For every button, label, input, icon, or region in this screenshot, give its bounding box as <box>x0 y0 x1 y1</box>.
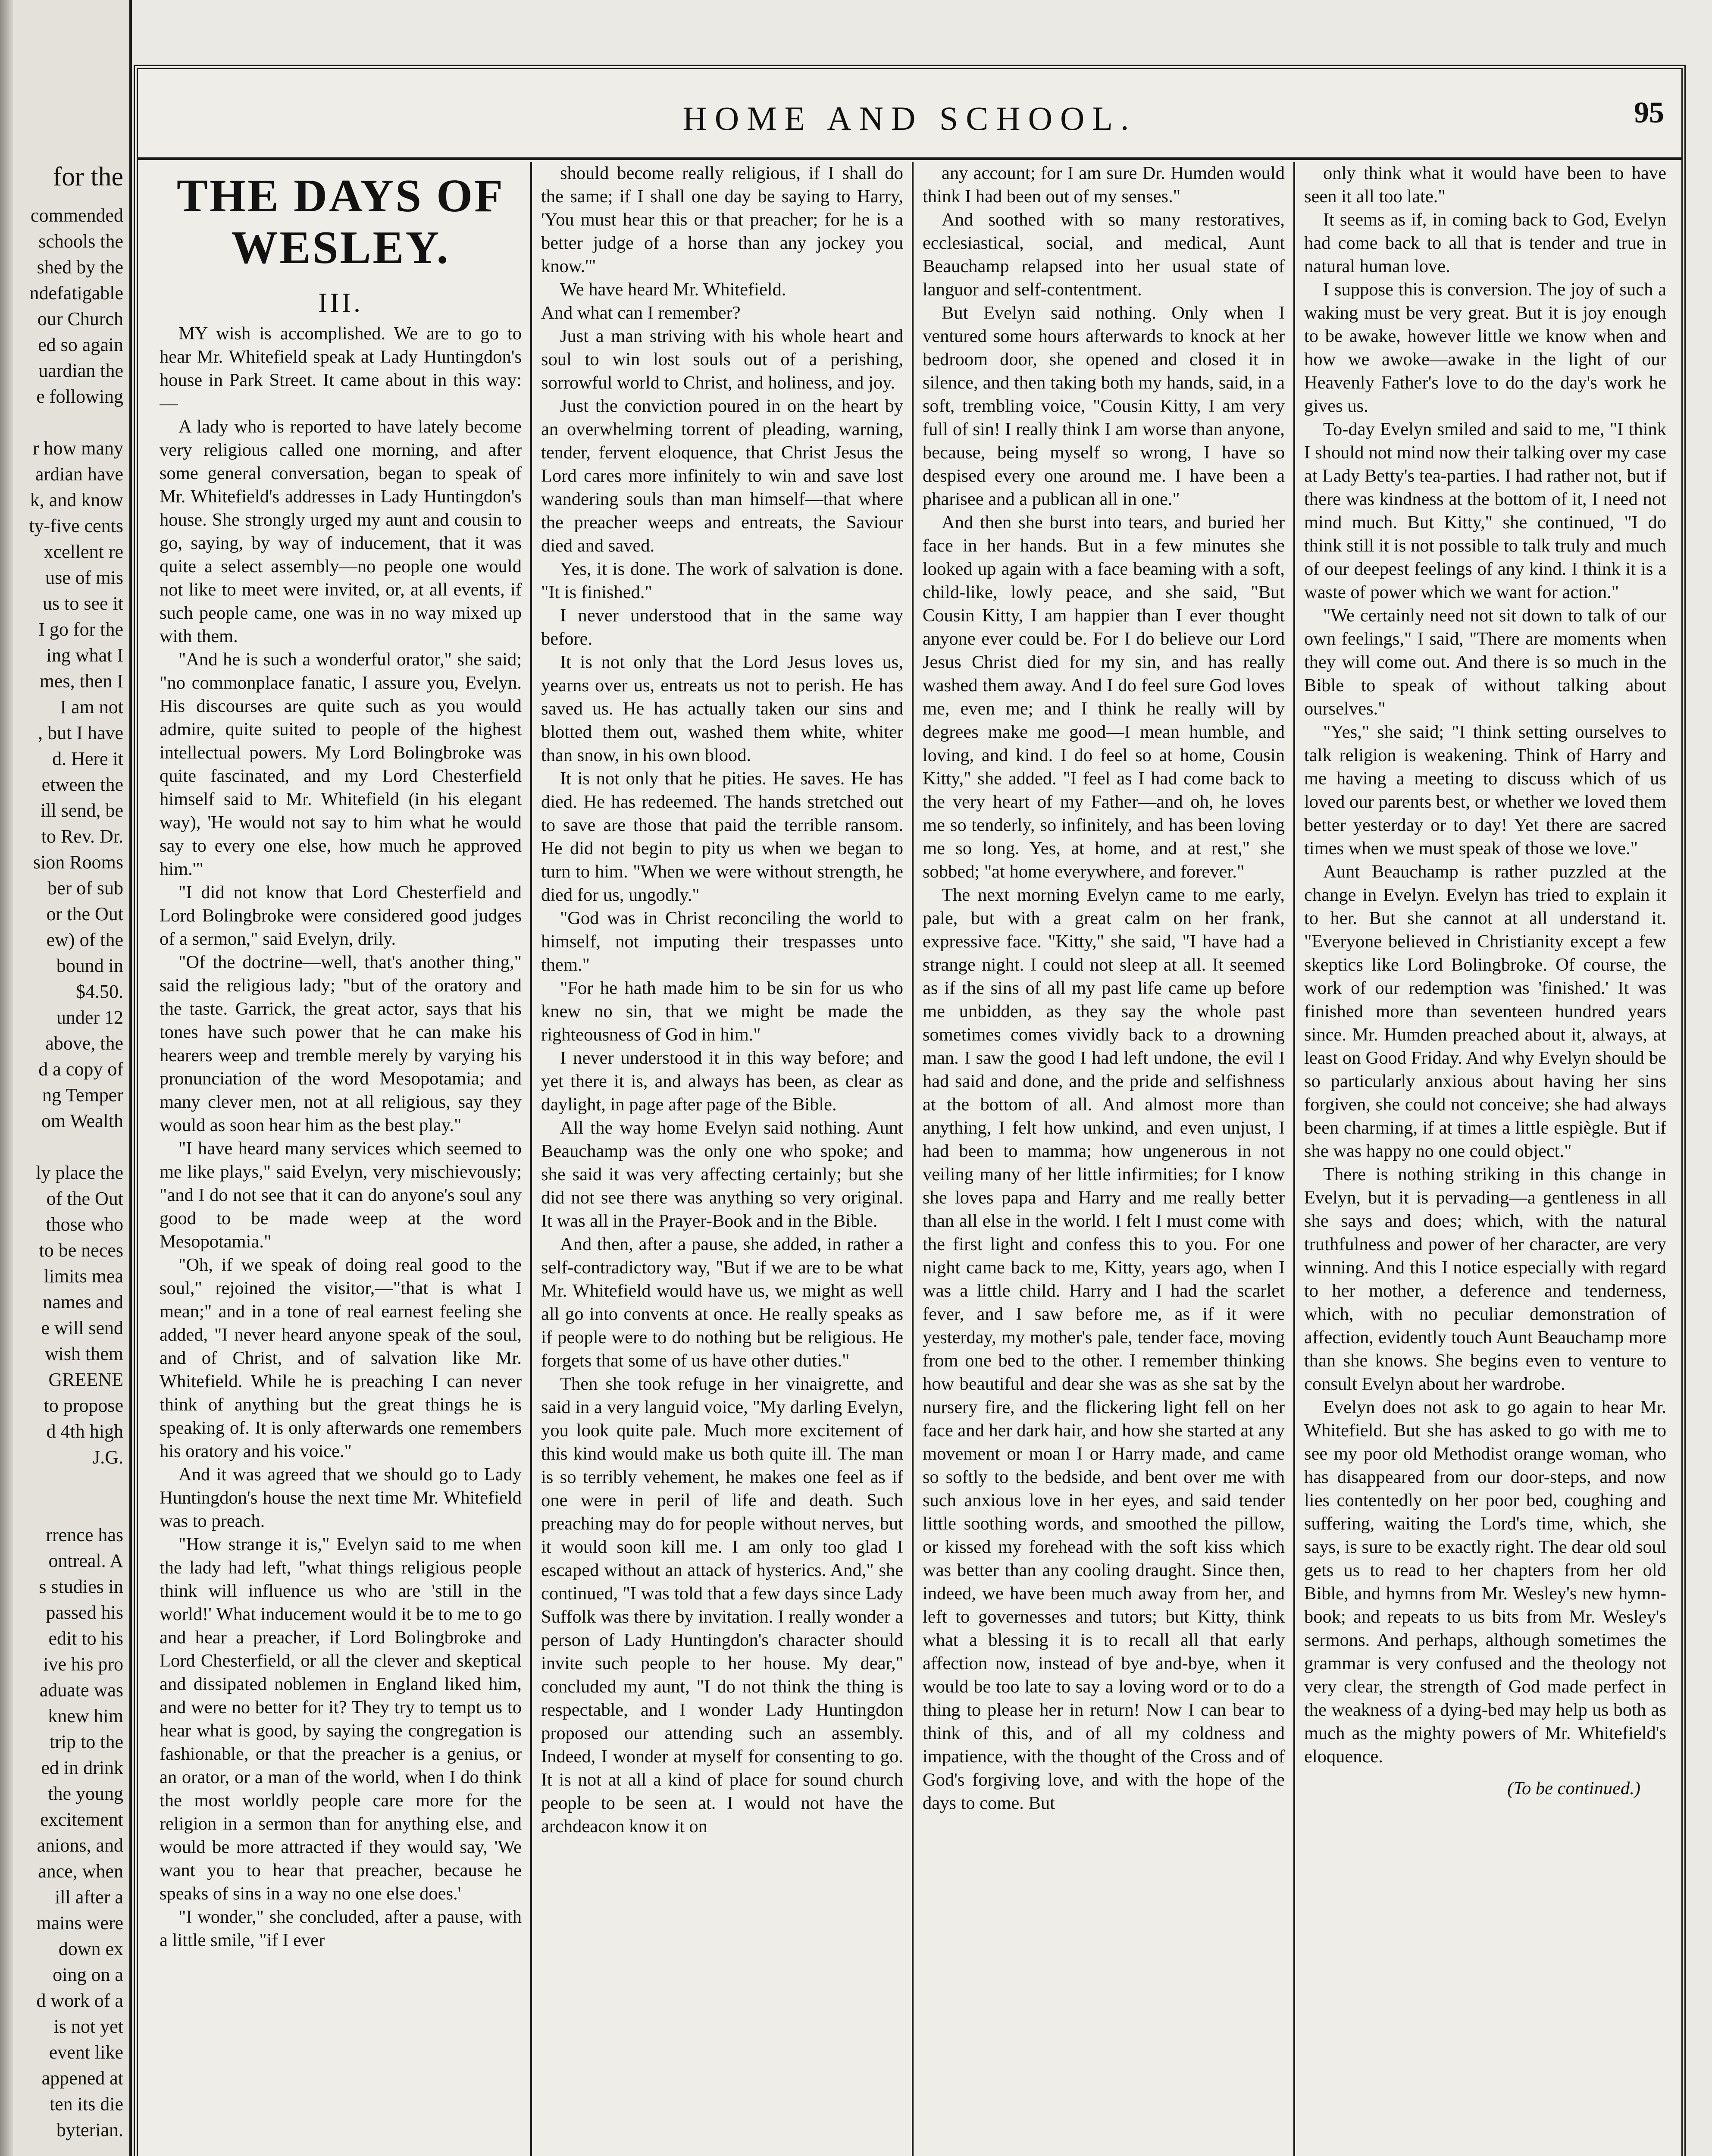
facing-page-line: passed his <box>46 1602 123 1623</box>
column-rule <box>1293 162 1295 2156</box>
to-be-continued-note: (To be continued.) <box>1507 1778 1640 1799</box>
facing-page-line: ten its die <box>49 2093 123 2115</box>
facing-page-line: ill after a <box>55 1887 123 1908</box>
facing-page-line: to propose <box>44 1395 123 1416</box>
running-title: HOME AND SCHOOL. <box>682 100 1137 137</box>
facing-page-line: names and <box>43 1291 123 1313</box>
paragraph: only think what it would have been to have seen it all too late." <box>1304 163 1666 207</box>
paragraph: "And he is such a wonderful orator," she said; "no commonplace fanatic, I assure you, Evelyn. His discourses are quite such as you would admire, quite suited to people of the highest intellectual powers. My Lord Bolingbroke was quite fascinated, and my Lord Chesterfield himself said to Mr. Whitefield (in his elegant way), 'He would not say to him what he would say to every one else, how much he approved him.'" <box>160 649 522 879</box>
facing-page-text <box>16 164 123 2143</box>
facing-page-line: xcellent re <box>44 541 123 562</box>
paragraph: "We certainly need not sit down to talk of our own feelings," I said, "There are moments when they will come out. And there is so much in the Bible to speak of without talking about ourselves." <box>1304 605 1666 719</box>
facing-page-line <box>16 1496 123 1522</box>
paragraph: We have heard Mr. Whitefield. <box>560 279 786 300</box>
facing-page-line: aduate was <box>39 1680 123 1701</box>
facing-page-line: shed by the <box>37 257 123 278</box>
paragraph: Just a man striving with his whole heart and soul to win lost souls out of a perishing, sorrowful world to Christ, and holiness, and joy. <box>541 326 903 393</box>
newspaper-page <box>134 65 1686 2156</box>
facing-page-line: etween the <box>41 774 123 795</box>
facing-page-line: excitement <box>40 1809 123 1830</box>
facing-page-line: mains were <box>36 1912 123 1934</box>
paragraph: There is nothing striking in this change in Evelyn, but it is pervading—a gentleness in all she says and does; which, with the natural truthfulness and power of her character, are very winning. And this I notice especially with regard to her mother, a deference and tenderness, which, with no peculiar demonstration of affection, evidently touch Aunt Beauchamp more than she knows. She begins even to venture to consult Evelyn about her wardrobe. <box>1304 1164 1666 1394</box>
facing-page-line: to be neces <box>39 1240 123 1261</box>
paragraph: "I wonder," she concluded, after a pause, with a little smile, "if I ever <box>160 1907 522 1950</box>
facing-page-line: our Church <box>37 308 123 329</box>
paragraph: It is not only that he pities. He saves. He has died. He has redeemed. The hands stretched out to save are those that paid the terrible ransom. He did not begin to pity us when we began to turn to him. "When we were without strength, he died for us, ungodly." <box>541 768 903 905</box>
facing-page-line: commended <box>30 205 123 226</box>
article-column-3 <box>923 162 1285 2156</box>
facing-page-line: d a copy of <box>38 1059 123 1080</box>
paragraph: Yes, it is done. The work of salvation is done. "It is finished." <box>541 559 903 602</box>
paragraph: It is not only that the Lord Jesus loves us, yearns over us, entreats us not to perish. He has saved us. He has actually taken our sins and blotted them out, washed them white, whiter than snow, in his own blood. <box>541 652 903 765</box>
facing-page-line: , but I have <box>38 722 123 743</box>
paragraph: All the way home Evelyn said nothing. Aunt Beauchamp was the only one who spoke; and she said it was very affecting certainly; but she did not see there was anything so very original. It was all in the Prayer-Book and in the Bible. <box>541 1118 903 1231</box>
facing-page-line: ty-five cents <box>29 515 123 536</box>
paragraph: A lady who is reported to have lately become very religious called one morning, and after some general conversation, began to speak of Mr. Whitefield's addresses in Lady Huntingdon's house. She strongly urged my aunt and cousin to go, saying, by way of inducement, that it was quite a select assembly—no people one would not like to meet were invited, or, at all events, if such people came, one was in no way mixed up with them. <box>160 417 522 646</box>
facing-page-line: d work of a <box>36 1990 123 2011</box>
paragraph: Evelyn does not ask to go again to hear Mr. Whitefield. But she has asked to go with me to see my poor old Methodist orange woman, who has disappeared from our door-steps, and now lies contentedly on her poor bed, coughing and suffering, waiting the Lord's time, which, she says, is sure to be exactly right. The dear old soul gets us to read to her chapters from her old Bible, and hymns from Mr. Wesley's new hymn-book; and repeats to us bits from Mr. Wesley's sermons. And perhaps, although sometimes the grammar is very confused and the theology not very clear, the strength of God made perfect in the weakness of a dying-bed may help us both as much as the mighty powers of Mr. Whitefield's eloquence. <box>1304 1397 1666 1767</box>
facing-page-line: anions, and <box>37 1835 123 1856</box>
facing-page-line: ance, when <box>38 1861 123 1882</box>
facing-page-line: GREENE <box>48 1369 123 1390</box>
facing-page-line: above, the <box>45 1033 123 1054</box>
paragraph: I never understood that in the same way before. <box>541 605 903 649</box>
facing-page-line: ng Temper <box>42 1084 123 1106</box>
facing-page-line: ew) of the <box>46 929 123 950</box>
paragraph: "Of the doctrine—well, that's another thing," said the religious lady; "but of the oratory and the taste. Garrick, the great actor, says that his tones have such power that he can make his hearers weep and tremble merely by varying his pronunciation of the word Mesopotamia; and many clever men, not at all religious, say they would as soon hear him as the best play." <box>160 952 522 1135</box>
paragraph: And then she burst into tears, and buried her face in her hands. But in a few minutes she looked up again with a face beaming with a soft, child-like, lowly peace, and she said, "But Cousin Kitty, I am happier than I ever thought anyone ever could be. For I do believe our Lord Jesus Christ died for my sin, and has really washed them away. And I do feel sure God loves me, even me; and I think he really will by degrees make me good—I mean humble, and loving, and kind. I do feel so at home, Cousin Kitty," she added. "I feel as I had come back to the very heart of my Father—and oh, he loves me so tenderly, so infinitely, and has been loving me so long. Yes, at home, and at rest," she sobbed; "at home everywhere, and forever." <box>923 512 1285 882</box>
paragraph: "God was in Christ reconciling the world to himself, not imputing their trespasses unto them." <box>541 908 903 975</box>
facing-page-line: to Rev. Dr. <box>41 826 123 847</box>
facing-page-line <box>16 1134 123 1160</box>
facing-page-line: ly place the <box>36 1162 123 1183</box>
paragraph: "I have heard many services which seemed to me like plays," said Evelyn, very mischievously; "and I do not see that it can do anyone's soul any good to be made weep at the word Mesopotamia." <box>160 1138 522 1252</box>
facing-page-line: of the Out <box>46 1188 123 1209</box>
facing-page-line: J.G. <box>93 1447 123 1468</box>
paragraph: "I did not know that Lord Chesterfield and Lord Bolingbroke were considered good judges of a sermon," said Evelyn, drily. <box>160 882 522 949</box>
chapter-numeral: III. <box>318 287 363 318</box>
facing-page-line: r how many <box>32 438 123 459</box>
facing-page-line: byterian. <box>56 2119 123 2140</box>
paragraph: Aunt Beauchamp is rather puzzled at the change in Evelyn. Evelyn has tried to explain it to her. But she cannot at all understand it. "Everyone believed in Christianity except a few skeptics like Lord Bolingbroke. Of course, the work of our redemption was 'finished.' It was finished more than seventeen hundred years since. Mr. Humden preached about it, always, at least on Good Friday. And why Evelyn should be so particularly anxious about having her sins forgiven, she could not conceive; she had always been charming, if at times a little espiègle. But if she was happy no one could object." <box>1304 862 1666 1161</box>
facing-page-line: d. Here it <box>52 748 123 769</box>
facing-page-line: ed so again <box>38 334 123 355</box>
facing-page-line: e will send <box>41 1317 123 1338</box>
facing-page-line: appened at <box>41 2068 123 2089</box>
facing-page-line: edit to his <box>48 1628 123 1649</box>
paragraph: should become really religious, if I shall do the same; if I shall one day be saying to Harry, 'You must hear this or that preacher; for he is a better judge of a horse than any jockey you know.'" <box>541 163 903 276</box>
facing-page-line: or the Out <box>46 903 123 924</box>
facing-page-line: s studies in <box>39 1576 123 1597</box>
paragraph: "Yes," she said; "I think setting ourselves to talk religion is weakening. Think of Harry and me having a meeting to discuss which of us loved our parents best, or whether we loved them better yesterday or to day! Yet there are sacred times when we must speak of those we love." <box>1304 722 1666 859</box>
facing-page-line: uardian the <box>38 360 123 381</box>
facing-page-line: $4.50. <box>76 981 123 1002</box>
facing-page-line: those who <box>46 1214 123 1235</box>
facing-page-line: oing on a <box>53 1964 123 1985</box>
facing-page-line: use of mis <box>45 567 123 588</box>
facing-page-line: I am not <box>60 696 123 718</box>
paragraph: I suppose this is conversion. The joy of such a waking must be very great. But it is joy enough to be awake, however little we know when and how we awoke—awake in the light of our Heavenly Father's love to do the day's work he gives us. <box>1304 279 1666 416</box>
paragraph: To-day Evelyn smiled and said to me, "I think I should not mind now their talking over my case at Lady Betty's tea-parties. I had rather not, but if there was kindness at the bottom of it, I need not mind much. But Kitty," she continued, "I do think still it is not possible to talk truly and much of our deepest feelings of any kind. I think it is a waste of power which we want for action." <box>1304 419 1666 602</box>
facing-page-line: down ex <box>58 1938 123 1959</box>
facing-page-line: d 4th high <box>46 1421 123 1442</box>
facing-page-line: ing what I <box>46 645 123 666</box>
facing-page-line: rrence has <box>46 1524 123 1545</box>
facing-page-line: schools the <box>38 231 123 252</box>
column-3-body <box>923 162 1285 1815</box>
paragraph: Just the conviction poured in on the heart by an overwhelming torrent of pleading, warning, tender, fervent eloquence, that Christ Jesus the Lord cares more infinitely to win and save lost wandering souls than man himself—that where the preacher weeps and entreats, the Saviour died and saved. <box>541 396 903 556</box>
article-column-4 <box>1304 162 1666 2156</box>
facing-page-line: ndefatigable <box>29 282 123 304</box>
facing-page-line: I go for the <box>38 619 123 640</box>
paragraph: MY wish is accomplished. We are to go to hear Mr. Whitefield speak at Lady Huntingdon's house in Park Street. It came about in this way:— <box>160 323 522 414</box>
facing-page-line <box>16 410 123 436</box>
paragraph: Then she took refuge in her vinaigrette, and said in a very languid voice, "My darling Evelyn, you look quite pale. Much more excitement of this kind would make us both quite ill. The man is so terribly vehement, he makes one feel as if one were in peril of life and death. Such preaching may do for people without nerves, but it would soon kill me. I am only too glad I escaped without an attack of hysterics. And," she continued, "I was told that a few days since Lady Suffolk was there by invitation. I really wonder a person of Lady Huntingdon's character should invite such people to her house. My dear," concluded my aunt, "I do not think the thing is respectable, and I wonder Lady Huntingdon proposed our attending such an assembly. Indeed, I wonder at myself for consenting to go. It is not at all a kind of place for sound church people to be seen at. I would not have the archdeacon know it on <box>541 1374 903 1836</box>
page-number: 95 <box>1634 96 1664 129</box>
paragraph: And then, after a pause, she added, in rather a self-contradictory way, "But if we are to be what Mr. Whitefield would have us, we might as well all go into convents at once. He really speaks as if people were to do nothing but be religious. He forgets that some of us have other duties." <box>541 1234 903 1371</box>
facing-page-line: wish them <box>44 1343 123 1364</box>
facing-page-line: ive his pro <box>43 1654 123 1675</box>
paragraph: It seems as if, in coming back to God, Evelyn had come back to all that is tender and true in natural human love. <box>1304 210 1666 276</box>
facing-page-line <box>16 1470 123 1496</box>
article-column-2 <box>541 162 903 2156</box>
article-column-1 <box>160 162 522 2156</box>
facing-page-line: event like <box>49 2042 123 2063</box>
facing-page-line: mes, then I <box>39 671 123 692</box>
facing-page-line: limits mea <box>44 1266 123 1287</box>
paragraph: The next morning Evelyn came to me early, pale, but with a great calm on her frank, expressive face. "Kitty," she said, "I have had a strange night. I could not sleep at all. It seemed as if the sins of all my past life came up before me unbidden, as they say the whole past sometimes comes vividly back to a drowning man. I saw the good I had left undone, the evil I had said and done, and the pride and selfishness at the bottom of all. And almost more than anything, I felt how unkind, and even unjust, I had been to mamma; how ungenerous in not veiling many of her little infirmities; for I know she loves papa and Harry and me really better than all else in the world. I felt I must come with the first light and confess this to you. For one night came back to me, Kitty, years ago, when I was a little child. Harry and I had the scarlet fever, and I saw before me, as if it were yesterday, my mother's pale, tender face, moving from one bed to the other. I remember thinking how beautiful and dear she was as she sat by the nursery fire, and the flickering light fell on her face and her dark hair, and how she started at any movement or moan I or Harry made, and came so softly to the bedside, and bent over me with such anxious love in her eyes, and said tender little soothing words, and smoothed the pillow, or kissed my forehead with the soft kiss which was better than any cooling draught. Since then, indeed, we have been much away from her, and left to governesses and tutors; but Kitty, think what a blessing it is to recall all that early affection now, instead of bye and-bye, when it would be too late to say a loving word or to do a thing to please her in return! Now I can bear to think of this, and of all my coldness and impatience, with the thought of the Cross and of God's forgiving love, and with the hope of the days to come. But <box>923 885 1285 1813</box>
facing-page-line: k, and know <box>30 489 123 511</box>
facing-page-line: is not yet <box>53 2016 123 2037</box>
paragraph: And soothed with so many restoratives, ecclesiastical, social, and medical, Aunt Beauchamp relapsed into her usual state of languor and self-contentment. <box>923 210 1285 300</box>
paragraph: "For he hath made him to be sin for us who knew no sin, that we might be made the righteousness of God in him." <box>541 978 903 1045</box>
column-rule <box>530 162 532 2156</box>
facing-page-line: us to see it <box>43 593 123 614</box>
facing-page-line: om Wealth <box>41 1110 123 1131</box>
paragraph: "How strange it is," Evelyn said to me when the lady had left, "what things religious people think will influence us who are 'still in the world!' What inducement would it be to me to go and hear a preacher, if Lord Bolingbroke and Lord Chesterfield, or all the clever and skeptical and dissipated noblemen in England liked him, and were no better for it? They try to tempt us to hear what is good, by saying the congregation is fashionable, or that the preacher is a genius, or an orator, or a man of the world, when I do think the most worldly people care more for the religion in a sermon than for anything else, and would be more attracted if they would say, 'We want you to hear that preacher, because he speaks of sins in a way no one else does.' <box>160 1534 522 1904</box>
paragraph: any account; for I am sure Dr. Humden would think I had been out of my senses." <box>923 163 1285 207</box>
article-title: THE DAYS OF WESLEY. <box>176 170 505 273</box>
facing-page-line: bound in <box>56 955 123 976</box>
paragraph: But Evelyn said nothing. Only when I ventured some hours afterwards to knock at her bedroom door, she opened and closed it in silence, and then taking both my hands, said, in a soft, trembling voice, "Cousin Kitty, I am very full of sin! I really think I am worse than anyone, because, being myself so wrong, I have so despised every one around me. I have been a pharisee and a publican all in one." <box>923 303 1285 509</box>
facing-page-line: ber of sub <box>47 877 123 899</box>
column-4-body <box>1304 162 1666 1768</box>
book-gutter <box>0 0 13 2156</box>
column-rule <box>912 162 914 2156</box>
facing-page-line: ardian have <box>35 464 123 485</box>
paragraph: I never understood it in this way before; and yet there it is, and always has been, as clear as daylight, in page after page of the Bible. <box>541 1048 903 1115</box>
facing-page-line: under 12 <box>56 1007 123 1028</box>
facing-page-line: e following <box>36 386 123 407</box>
page-header <box>138 69 1681 160</box>
column-2-body <box>541 162 903 1838</box>
facing-page-line: trip to the <box>49 1731 123 1752</box>
facing-page-line: sion Rooms <box>33 852 123 873</box>
facing-page-heading: for the <box>53 164 123 191</box>
facing-page-line: knew him <box>48 1705 123 1727</box>
facing-page-line: ill send, be <box>41 800 123 821</box>
facing-page-edge <box>0 0 132 2156</box>
paragraph: And what can I remember? <box>541 303 741 323</box>
paragraph: And it was agreed that we should go to Lady Huntingdon's house the next time Mr. Whitefield was to preach. <box>160 1464 522 1531</box>
column-1-body <box>160 322 522 1952</box>
facing-page-line: ed in drink <box>41 1757 123 1778</box>
paragraph: "Oh, if we speak of doing real good to the soul," rejoined the visitor,—"that is what I mean;" and in a tone of real earnest feeling she added, "I never heard anyone speak of the soul, and of Christ, and of salvation like Mr. Whitefield. While he is preaching I can never think of anything but the great things he is speaking of. It is only afterwards one remembers his oratory and his voice." <box>160 1255 522 1461</box>
facing-page-line: ontreal. A <box>48 1550 123 1571</box>
facing-page-line: the young <box>48 1783 123 1804</box>
